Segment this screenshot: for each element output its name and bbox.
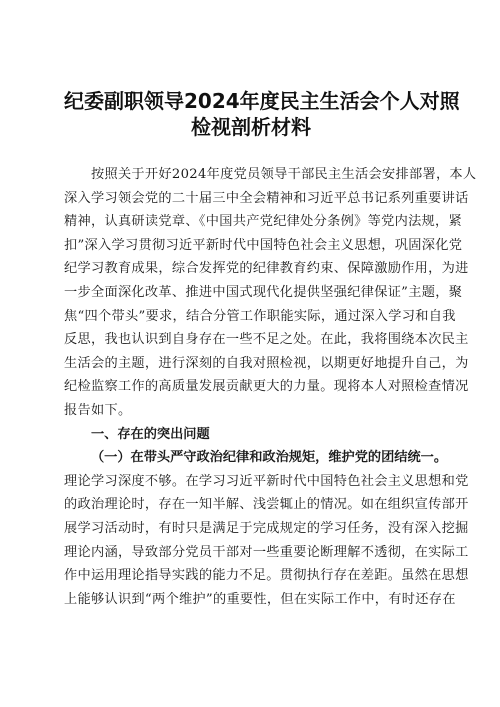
document-body [64, 163, 477, 611]
subsection-heading: （一）在带头严守政治纪律和政治规矩，维护党的团结统一。 [91, 450, 448, 466]
intro-paragraph [64, 163, 477, 423]
text-line: 作中运用理论指导实践的能力不足。贯彻执行存在差距。虽然在思想 [64, 568, 469, 584]
text-line: 生活会的主题，进行深刻的自我对照检视，以期更好地提升自己，为 [64, 355, 469, 371]
text-line: 的政治理论时，存在一知半解、浅尝辄止的情况。如在组织宣传部开 [64, 497, 469, 513]
text-line: 理论内涵，导致部分党员干部对一些重要论断理解不透彻，在实际工 [64, 544, 469, 560]
text-line: 扣”深入学习贯彻习近平新时代中国特色社会主义思想，巩固深化党 [64, 237, 463, 253]
body-paragraph [64, 470, 469, 612]
text-line: 纪检监察工作的高质量发展贡献更大的力量。现将本人对照检查情况 [64, 379, 469, 395]
text-line: 按照关于开好2024年度党员领导干部民主生活会安排部署，本人 [64, 167, 477, 182]
text-line: 展学习活动时，有时只是满足于完成规定的学习任务，没有深入挖掘 [64, 520, 469, 536]
text-line: 理论学习深度不够。在学习习近平新时代中国特色社会主义思想和党 [64, 473, 469, 489]
text-line: 焦“四个带头”要求，结合分管工作职能实际，通过深入学习和自我 [64, 308, 456, 324]
text-line: 精神，认真研读党章、《中国共产党纪律处分条例》等党内法规，紧 [64, 214, 463, 230]
title-line-2: 检视剖析材料 [191, 115, 311, 139]
title-line-1: 纪委副职领导2024年度民主生活会个人对照 [64, 89, 460, 113]
text-line: 反思，我也认识到自身存在一些不足之处。在此，我将围绕本次民主 [64, 332, 469, 348]
text-line: 深入学习领会党的二十届三中全会精神和习近平总书记系列重要讲话 [64, 190, 469, 206]
section-heading: 一、存在的突出问题 [91, 426, 210, 442]
text-line: 报告如下。 [64, 402, 132, 418]
text-line: 一步全面深化改革、推进中国式现代化提供坚强纪律保证”主题，聚 [64, 284, 463, 300]
text-line: 上能够认识到“两个维护”的重要性，但在实际工作中，有时还存在 [64, 591, 456, 607]
text-line: 纪学习教育成果，综合发挥党的纪律教育约束、保障激励作用，为进 [64, 261, 469, 277]
document-title [64, 88, 460, 140]
